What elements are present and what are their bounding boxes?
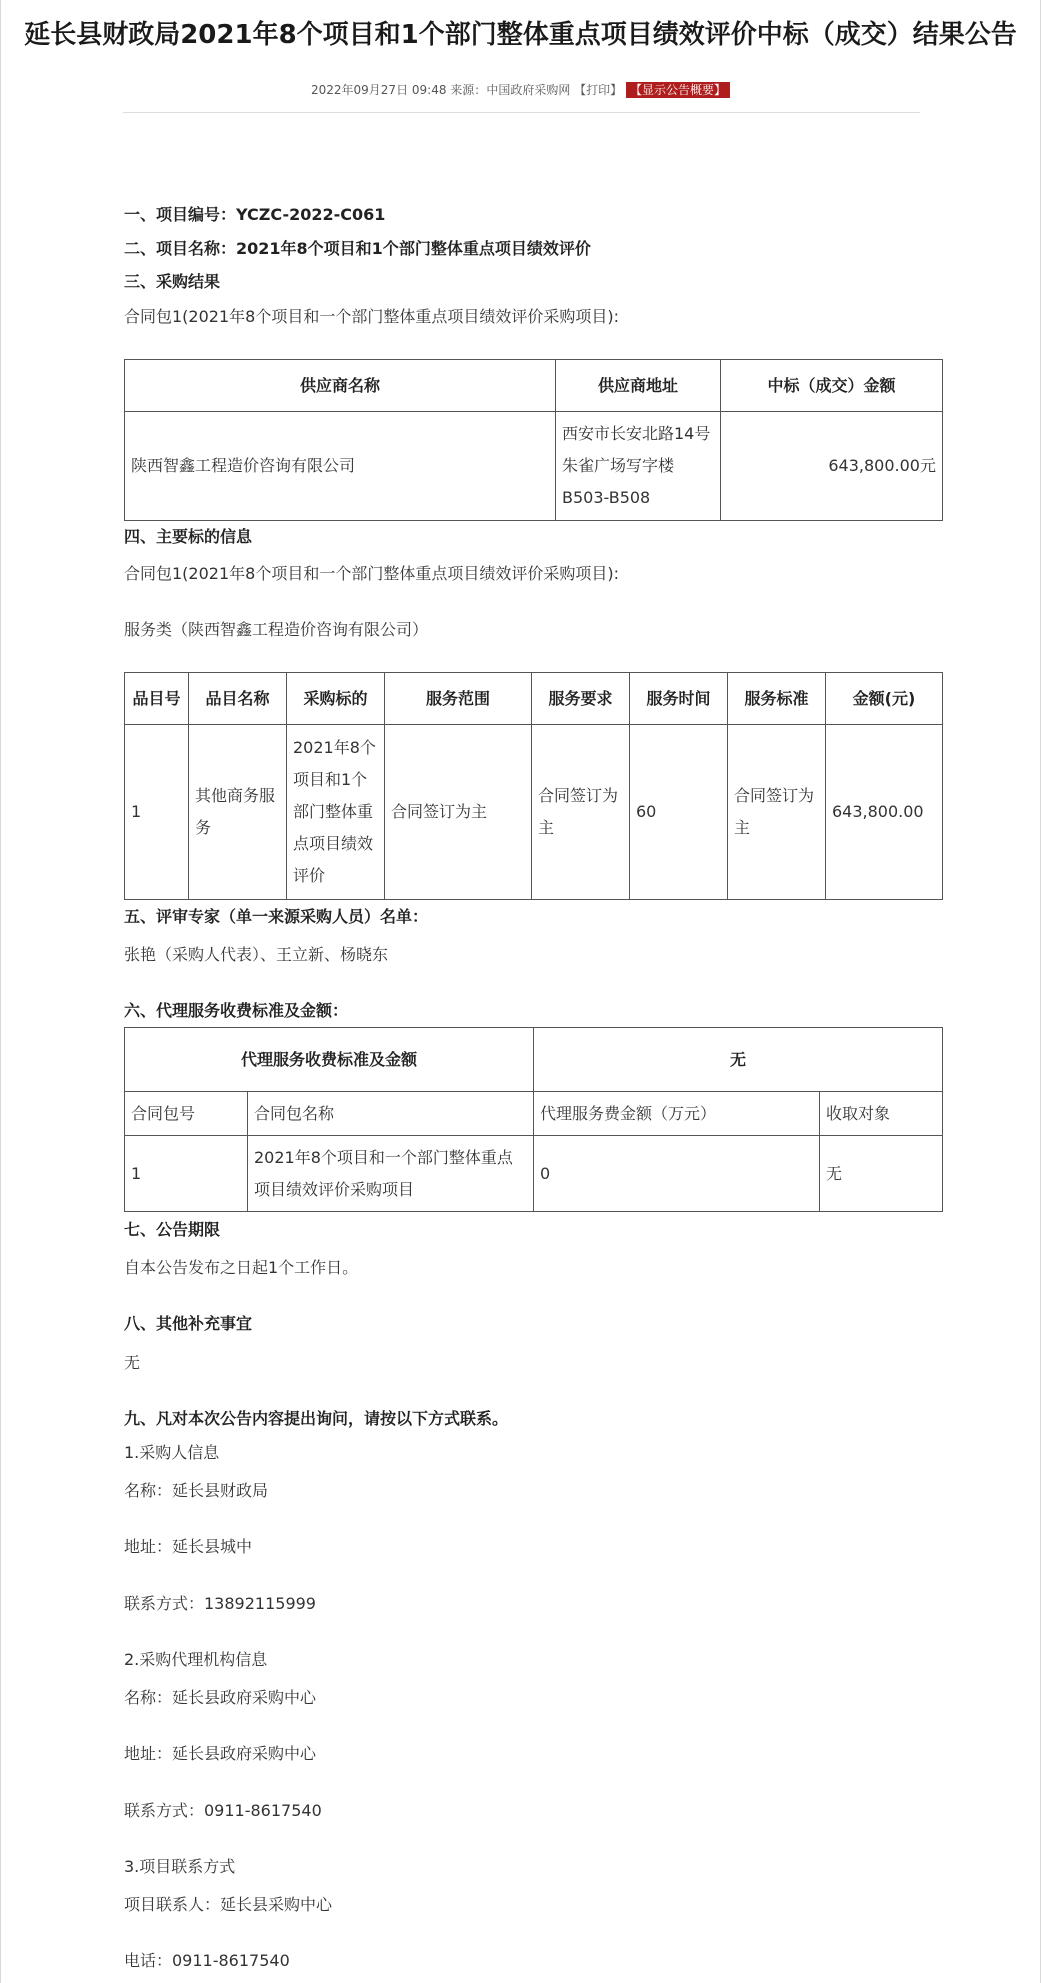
item-subject: 2021年8个项目和1个部门整体重点项目绩效评价	[287, 725, 385, 900]
section-4-service: 服务类（陕西智鑫工程造价咨询有限公司）	[124, 620, 429, 639]
item-header-time: 服务时间	[630, 673, 728, 725]
project-contact-heading: 3.项目联系方式	[124, 1857, 236, 1876]
section-6-heading: 六、代理服务收费标准及金额：	[124, 1001, 349, 1020]
purchaser-address: 地址：延长县城中	[124, 1537, 253, 1556]
fee-table-top	[125, 1028, 943, 1092]
supplier-name: 陕西智鑫工程造价咨询有限公司	[125, 412, 556, 521]
project-contact-phone: 电话：0911-8617540	[124, 1951, 290, 1970]
expert-list: 张艳（采购人代表）、王立新、杨晓东	[124, 945, 389, 964]
item-time: 60	[630, 725, 728, 900]
item-header-standard: 服务标准	[728, 673, 826, 725]
fee-package-name: 2021年8个项目和一个部门整体重点项目绩效评价采购项目	[248, 1136, 534, 1212]
item-header-name: 品目名称	[189, 673, 287, 725]
item-header-amount: 金额(元)	[826, 673, 943, 725]
fee-header-payer: 收取对象	[820, 1092, 943, 1136]
project-number: YCZC-2022-C061	[236, 205, 386, 224]
fee-header-fee-amount: 代理服务费金额（万元）	[534, 1092, 820, 1136]
section-2-label: 二、项目名称：	[124, 239, 237, 258]
fee-standard-value: 无	[534, 1028, 943, 1092]
supplier-address: 西安市长安北路14号朱雀广场写字楼B503-B508	[556, 412, 721, 521]
item-no: 1	[125, 725, 189, 900]
fee-package-no: 1	[125, 1136, 248, 1212]
other-matters: 无	[124, 1353, 141, 1372]
project-contact-person: 项目联系人：延长县采购中心	[124, 1895, 333, 1914]
item-header-subject: 采购标的	[287, 673, 385, 725]
section-4-heading: 四、主要标的信息	[124, 527, 253, 546]
print-link[interactable]: 【打印】	[574, 83, 623, 97]
fee-payer: 无	[820, 1136, 943, 1212]
purchaser-info-heading: 1.采购人信息	[124, 1443, 220, 1462]
item-header-no: 品目号	[125, 673, 189, 725]
fee-header-package-no: 合同包号	[125, 1092, 248, 1136]
fee-table-header	[125, 1092, 943, 1136]
item-name: 其他商务服务	[189, 725, 287, 900]
result-header-supplier: 供应商名称	[125, 360, 556, 412]
source-label: 来源：	[450, 83, 487, 97]
page-title: 延长县财政局2021年8个项目和1个部门整体重点项目绩效评价中标（成交）结果公告	[24, 20, 1017, 50]
agency-info-heading: 2.采购代理机构信息	[124, 1650, 268, 1669]
fee-table	[124, 1027, 943, 1212]
section-5-heading: 五、评审专家（单一来源采购人员）名单：	[124, 907, 429, 926]
award-amount: 643,800.00元	[721, 412, 943, 521]
item-standard: 合同签订为主	[728, 725, 826, 900]
fee-standard-label: 代理服务收费标准及金额	[125, 1028, 534, 1092]
item-header-requirement: 服务要求	[532, 673, 630, 725]
section-4-package: 合同包1(2021年8个项目和一个部门整体重点项目绩效评价采购项目):	[124, 564, 619, 583]
section-8-heading: 八、其他补充事宜	[124, 1314, 253, 1333]
source-name: 中国政府采购网	[486, 83, 571, 97]
result-header-address: 供应商地址	[556, 360, 721, 412]
fee-amount: 0	[534, 1136, 820, 1212]
section-1-label: 一、项目编号：	[124, 205, 237, 224]
section-2-project-name	[124, 238, 591, 260]
project-name: 2021年8个项目和1个部门整体重点项目绩效评价	[236, 239, 591, 258]
table-row	[125, 725, 943, 900]
header-divider	[123, 112, 920, 113]
fee-header-package-name: 合同包名称	[248, 1092, 534, 1136]
result-table	[124, 359, 943, 521]
section-7-heading: 七、公告期限	[124, 1220, 221, 1239]
purchaser-phone: 联系方式：13892115999	[124, 1594, 316, 1613]
item-table-header	[125, 673, 943, 725]
item-requirement: 合同签订为主	[532, 725, 630, 900]
table-row	[125, 412, 943, 521]
table-row	[125, 1136, 943, 1212]
agency-address: 地址：延长县政府采购中心	[124, 1744, 317, 1763]
meta-line	[1, 82, 1040, 98]
section-3-heading: 三、采购结果	[124, 272, 221, 291]
agency-name: 名称：延长县政府采购中心	[124, 1688, 317, 1707]
show-summary-button[interactable]: 【显示公告概要】	[626, 82, 730, 98]
publish-datetime: 2022年09月27日 09:48	[310, 83, 447, 97]
purchaser-name: 名称：延长县财政局	[124, 1481, 269, 1500]
item-amount: 643,800.00	[826, 725, 943, 900]
result-table-header	[125, 360, 943, 412]
section-9-heading: 九、凡对本次公告内容提出询问，请按以下方式联系。	[124, 1409, 509, 1428]
item-header-scope: 服务范围	[385, 673, 532, 725]
section-3-package: 合同包1(2021年8个项目和一个部门整体重点项目绩效评价采购项目):	[124, 307, 619, 326]
result-header-amount: 中标（成交）金额	[721, 360, 943, 412]
notice-period: 自本公告发布之日起1个工作日。	[124, 1258, 359, 1277]
item-table	[124, 672, 943, 900]
section-1-project-number	[124, 204, 385, 226]
agency-phone: 联系方式：0911-8617540	[124, 1801, 322, 1820]
item-scope: 合同签订为主	[385, 725, 532, 900]
